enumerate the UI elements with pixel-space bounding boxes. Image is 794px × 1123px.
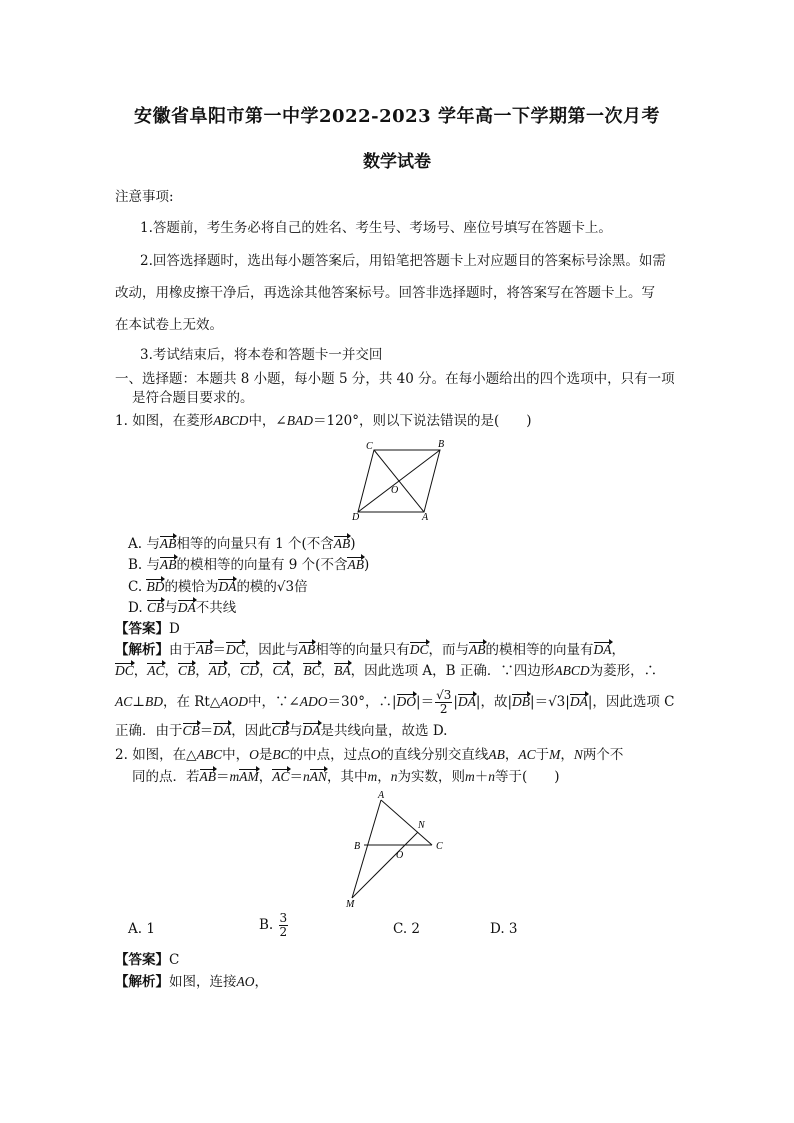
- notice-heading: 注意事项:: [115, 189, 174, 205]
- stem-math: BC: [272, 747, 290, 762]
- stem-text: ＝120°，则以下说法错误的是( ): [313, 413, 532, 429]
- vector: BD: [146, 579, 165, 594]
- analysis-text: |，故|: [475, 694, 513, 710]
- option-text: D.: [128, 600, 147, 616]
- stem-text: ＝: [216, 769, 230, 785]
- answer-label: 【答案】: [115, 621, 169, 637]
- analysis-text: |，因此选项 C: [587, 694, 675, 710]
- stem-math: N: [573, 747, 583, 762]
- option-text: A. 与: [128, 536, 160, 552]
- diagonal-bd: [358, 450, 440, 512]
- label-c: C: [366, 441, 373, 452]
- analysis-text: ，在 Rt△: [162, 694, 221, 710]
- analysis-text: ，因此: [231, 723, 272, 739]
- vector: AB: [298, 642, 316, 657]
- stem-text: 中，: [222, 747, 250, 763]
- option-d: [128, 599, 236, 617]
- analysis-text: |＝: [416, 694, 435, 710]
- label-b: B: [438, 439, 445, 450]
- vector: DC: [409, 642, 429, 657]
- question-number: 1.: [115, 413, 128, 429]
- label-c: C: [436, 841, 443, 852]
- stem-text: ＋: [474, 769, 489, 785]
- stem-math: m: [229, 769, 240, 784]
- stem-text: 为实数，则: [397, 769, 466, 785]
- vector: CB: [271, 723, 290, 738]
- analysis-text: ，因此选项 A，B 正确．∵四边形: [350, 663, 555, 679]
- analysis-math: AOD: [220, 694, 248, 709]
- label-n: N: [418, 820, 425, 831]
- page-title: 安徽省阜阳市第一中学2022-2023 学年高一下学期第一次月考: [134, 106, 660, 127]
- vector: AD: [208, 663, 227, 678]
- option-text: ): [350, 536, 356, 552]
- answer-value: C: [169, 952, 180, 968]
- vector: CB: [182, 723, 200, 738]
- stem-text: 同的点．若: [132, 769, 200, 785]
- label-m: M: [346, 899, 355, 908]
- analysis-text: ，而与: [428, 642, 470, 658]
- vector: DC: [226, 642, 245, 657]
- option-b: [128, 556, 369, 574]
- option-text: 相等的向量只有 1 个(不含: [176, 536, 334, 552]
- option-text: ): [363, 557, 370, 573]
- vector: CA: [272, 663, 290, 678]
- option-text: C.: [128, 579, 147, 595]
- vector: DA: [302, 723, 321, 738]
- analysis-text: 相等的向量只有: [315, 642, 410, 658]
- option-text: 与: [164, 600, 178, 616]
- vector: DB: [512, 694, 531, 709]
- analysis-text: 如图，连接: [169, 974, 237, 990]
- analysis-1-line-1: 【解析】由于AB＝DC，因此与AB相等的向量只有DC，而与AB的模相等的向量有DA，: [115, 642, 626, 658]
- notice-item-2-line-3: 在本试卷上无效。: [115, 317, 223, 333]
- fraction-numerator: √3: [436, 688, 452, 702]
- fraction-numerator: 3: [279, 911, 288, 925]
- vector: AB: [160, 557, 177, 572]
- stem-text: 的直线分别交直线: [380, 747, 489, 763]
- analysis-1-line-4: 正确．由于CB＝DA，因此CB与DA是共线向量，故选 D.: [115, 723, 448, 739]
- option-a: [128, 535, 356, 553]
- analysis-text: 为菱形，∴: [589, 663, 658, 679]
- answer-label: 【答案】: [115, 952, 169, 968]
- analysis-text: ＝30°，∴|: [327, 694, 397, 710]
- vector: DA: [569, 694, 588, 709]
- page-subtitle: 数学试卷: [363, 152, 431, 172]
- stem-math: ABC: [196, 747, 223, 762]
- analysis-label: 【解析】: [115, 642, 169, 658]
- notice-item-2-line-1: 2.回答选择题时，选出每小题答案后，用铅笔把答题卡上对应题目的答案标号涂黑。如需: [140, 253, 666, 269]
- fraction-denominator: 2: [439, 702, 448, 716]
- label-d: D: [352, 512, 360, 523]
- option-b: [259, 912, 289, 939]
- analysis-1-line-3: AC⊥BD，在 Rt△AOD中，∵∠ADO＝30°，∴|DO|＝ $\frac{√3}{2}$ |DA|，故|DB|＝√3|DA|，因此选项 C: [115, 688, 675, 716]
- fraction-denominator: 2: [279, 925, 288, 939]
- option-text: 的模相等的向量有 9 个(不含: [176, 557, 348, 573]
- answer-value: D: [169, 621, 180, 637]
- vector: DA: [177, 600, 196, 615]
- answer-2: [115, 951, 179, 969]
- option-text: 的模恰为: [164, 579, 219, 595]
- vector: AB: [159, 536, 177, 551]
- fraction: [279, 912, 289, 939]
- analysis-math: ABCD: [554, 663, 590, 678]
- label-o: O: [396, 850, 404, 861]
- fraction: [435, 689, 452, 716]
- analysis-math: ADO: [299, 694, 328, 709]
- vector: DA: [593, 642, 612, 657]
- analysis-text: 正确．由于: [115, 723, 183, 739]
- stem-math: AC: [518, 747, 536, 762]
- vector: AN: [309, 769, 328, 784]
- question-1-stem: [115, 412, 532, 430]
- label-b: B: [354, 841, 361, 852]
- stem-text: 如图，在△: [132, 747, 197, 763]
- vector: CD: [240, 663, 260, 678]
- vector: CB: [146, 600, 165, 615]
- label-a: A: [378, 790, 385, 801]
- option-text: B.: [259, 917, 274, 933]
- analysis-text: 由于: [169, 642, 196, 658]
- analysis-text: ，因此与: [244, 642, 299, 658]
- analysis-math: AO: [236, 974, 255, 989]
- question-number: 2.: [115, 747, 128, 763]
- option-text: 不共线: [195, 600, 237, 616]
- stem-text: ＝: [289, 769, 304, 785]
- stem-math: m: [367, 769, 378, 784]
- stem-text: 等于( ): [495, 769, 560, 785]
- label-a: A: [422, 512, 429, 523]
- option-c: [128, 578, 308, 596]
- stem-math: BAD: [286, 413, 313, 428]
- question-2-stem-line-2: [132, 768, 560, 786]
- notice-item-2-line-2: 改动，用橡皮擦干净后，再选涂其他答案标号。回答非选择题时，将答案写在答题卡上。写: [115, 285, 655, 301]
- option-text: B. 与: [128, 557, 161, 573]
- notice-item-3: 3.考试结束后，将本卷和答题卡一并交回: [140, 347, 383, 363]
- vector: AM: [239, 769, 259, 784]
- vector: AB: [469, 642, 486, 657]
- stem-text: 是: [258, 747, 273, 763]
- stem-math: n: [303, 769, 310, 784]
- analysis-text: 是共线向量，故选 D.: [320, 723, 448, 739]
- analysis-math: AC⊥BD: [115, 694, 163, 709]
- vector: AB: [347, 557, 364, 572]
- stem-text: ，其中: [327, 769, 368, 785]
- stem-math: M: [549, 747, 561, 762]
- stem-math: ABCD: [213, 413, 249, 428]
- vector: DC: [115, 663, 134, 678]
- stem-math: AB: [488, 747, 505, 762]
- vector: DO: [396, 694, 417, 709]
- stem-math: O: [370, 747, 381, 762]
- stem-text: ，: [377, 769, 391, 785]
- analysis-text: 的模相等的向量有: [485, 642, 594, 658]
- stem-text: ，: [258, 769, 273, 785]
- vector: BC: [303, 663, 321, 678]
- rhombus-figure: [350, 436, 450, 524]
- stem-text: 中，∠: [248, 413, 287, 429]
- stem-math: m: [465, 769, 475, 784]
- stem-text: ，: [504, 747, 519, 763]
- label-o: O: [391, 485, 399, 496]
- vector: AB: [196, 642, 213, 657]
- analysis-label: 【解析】: [115, 974, 169, 990]
- vector: DA: [213, 723, 232, 738]
- notice-item-1: 1.答题前，考生务必将自己的姓名、考生号、考场号、座位号填写在答题卡上。: [140, 220, 612, 236]
- stem-text: 两个不: [582, 747, 624, 763]
- stem-text: 的中点，过点: [289, 747, 371, 763]
- vector: AB: [333, 536, 351, 551]
- vector: AC: [147, 663, 165, 678]
- section-heading-line-1: 一、选择题：本题共 8 小题，每小题 5 分，共 40 分。在每小题给出的四个选项中，只有一项: [115, 371, 675, 387]
- answer-1: [115, 620, 180, 638]
- section-heading-line-2: 是符合题目要求的。: [132, 390, 254, 406]
- option-c: C. 2: [393, 921, 421, 937]
- vector: AB: [199, 769, 216, 784]
- analysis-text: 中，∵∠: [247, 694, 300, 710]
- question-2-stem-line-1: [115, 746, 623, 764]
- analysis-text: |＝√3|: [530, 694, 570, 710]
- stem-math: n: [488, 769, 496, 784]
- vector: CB: [178, 663, 196, 678]
- vector: DA: [457, 694, 476, 709]
- analysis-text: ，: [254, 974, 268, 990]
- stem-math: O: [249, 747, 259, 762]
- stem-text: ，: [560, 747, 574, 763]
- vector: BA: [334, 663, 351, 678]
- analysis-2: [115, 973, 268, 991]
- option-a: A. 1: [128, 921, 155, 937]
- stem-math: n: [390, 769, 398, 784]
- option-text: 的模的√3倍: [236, 579, 308, 595]
- analysis-text: 与: [289, 723, 303, 739]
- option-d: D. 3: [490, 921, 518, 937]
- stem-text: 如图，在菱形: [132, 413, 214, 429]
- triangle-figure: [340, 786, 450, 908]
- vector: AC: [272, 769, 290, 784]
- stem-text: 于: [535, 747, 550, 763]
- analysis-1-line-2: DC，AC，CB，AD，CD，CA，BC，BA，因此选项 A，B 正确．∵四边形ABCD为菱形，∴: [115, 663, 658, 679]
- vector: DA: [218, 579, 237, 594]
